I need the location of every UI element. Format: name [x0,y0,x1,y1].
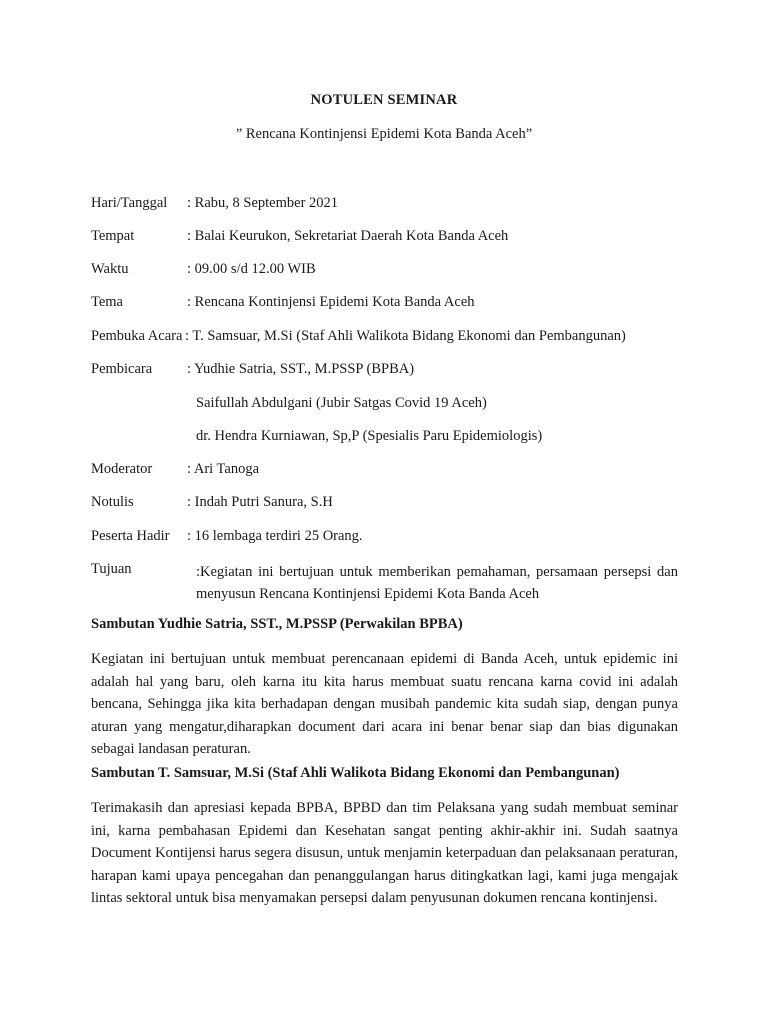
field-label: Waktu [91,261,129,277]
field-label: Peserta Hadir [91,528,170,544]
field-value: : Rencana Kontinjensi Epidemi Kota Banda Aceh [187,294,475,310]
field-value: : Balai Keurukon, Sekretariat Daerah Kota Banda Aceh [187,228,509,244]
section-body: Kegiatan ini bertujuan untuk membuat perencanaan epidemi di Banda Aceh, untuk epidemic ini adalah hal yang baru, oleh karna itu kita harus membuat suatu rencana karna covid ini adalah bencana, Sehingga jika kita berhadapan dengan musibah pandemic kita sudah siap, dengan punya aturan yang mengatur,diharapkan document dari acara ini benar benar siap dan bias digunakan sebagai landasan peraturan. [91,651,678,757]
field-label: Tujuan [91,561,132,577]
field-label: Tempat [91,228,135,244]
field-label: Pembuka Acara [91,328,183,344]
document-subtitle: ” Rencana Kontinjensi Epidemi Kota Banda Aceh” [235,126,533,142]
field-value: : T. Samsuar, M.Si (Staf Ahli Walikota Bidang Ekonomi dan Pembangunan) [185,328,626,344]
field-label: Tema [91,294,123,310]
field-value: : Indah Putri Sanura, S.H [187,494,333,510]
section-body: Terimakasih dan apresiasi kepada BPBA, BPBD dan tim Pelaksana yang sudah membuat seminar ini, karna pembahasan Epidemi dan Kesehatan sangat penting akhir-akhir ini. Sudah saatnya Document Kontijensi harus segera disusun, untuk menjamin keterpaduan dan pelaksanaan peraturan, harapan kami upaya pencegahan dan penanggulangan harus ditingkatkan lagi, kami juga mengajak lintas sektoral untuk bisa menyamakan persepsi dalam penyusunan dokumen rencana kontinjensi. [91,800,678,906]
field-label: Hari/Tanggal [91,195,168,211]
field-value: : Rabu, 8 September 2021 [187,195,339,211]
field-value: : 16 lembaga terdiri 25 Orang. [187,528,363,544]
pembicara-item: dr. Hendra Kurniawan, Sp,P (Spesialis Paru Epidemiologis) [196,428,543,444]
section-heading: Sambutan Yudhie Satria, SST., M.PSSP (Perwakilan BPBA) [91,616,463,632]
field-label: Pembicara [91,361,153,377]
field-value: : 09.00 s/d 12.00 WIB [187,261,316,277]
section-heading: Sambutan T. Samsuar, M.Si (Staf Ahli Walikota Bidang Ekonomi dan Pembangunan) [91,765,620,781]
field-label: Notulis [91,494,134,510]
document-title: NOTULEN SEMINAR [310,92,458,108]
field-tujuan-value: :Kegiatan ini bertujuan untuk memberikan pemahaman, persamaan persepsi dan menyusun Rencana Kontinjensi Epidemi Kota Banda Aceh [196,564,678,602]
field-value: : Yudhie Satria, SST., M.PSSP (BPBA) [187,361,415,377]
field-label: Moderator [91,461,153,477]
field-value: : Ari Tanoga [187,461,260,477]
pembicara-item: Saifullah Abdulgani (Jubir Satgas Covid 19 Aceh) [196,395,487,411]
